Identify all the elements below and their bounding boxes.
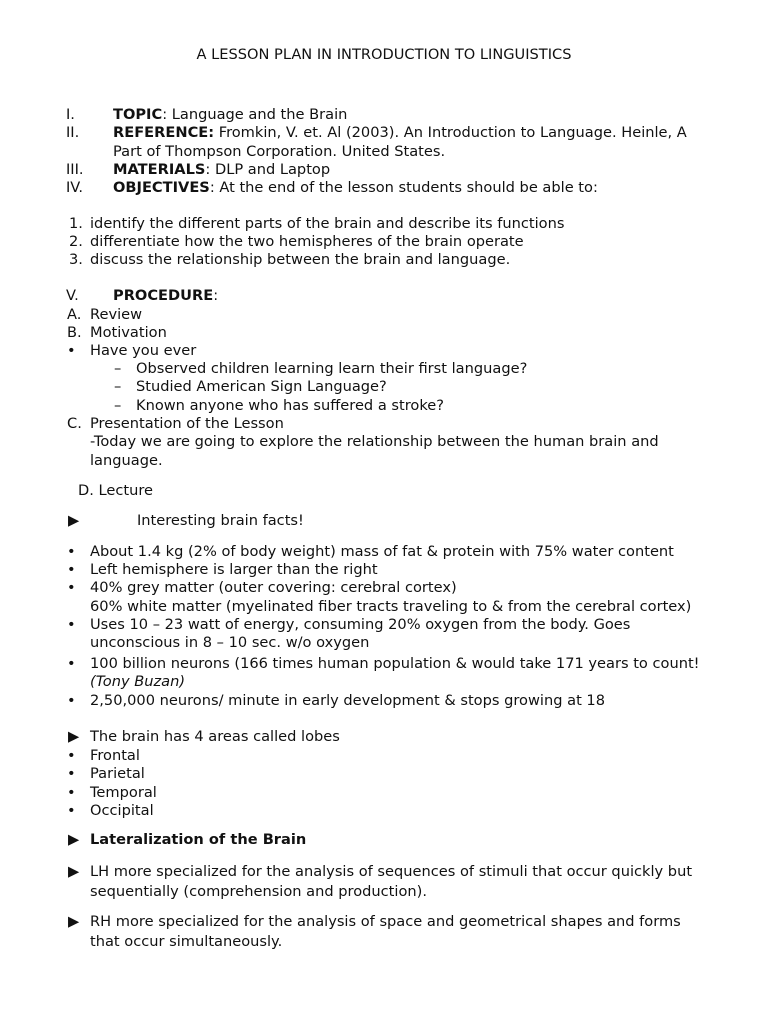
roman-numeral: V. [66,287,79,304]
document-title: A LESSON PLAN IN INTRODUCTION TO LINGUISTICS [196,46,572,63]
arrow-icon: ▶ [68,831,80,848]
document-page: A LESSON PLAN IN INTRODUCTION TO LINGUISTICS I. TOPIC: Language and the Brain II. REFERENCE: Fromkin, V. et. Al (2003). An Introduction to Language. Heinle, A Part of Thompson Corporation. United States. III. MATERIALS: DLP and Laptop IV. OBJECTIVES: At the end of the lesson students should be able to: 1. identify the different parts of the brain and describe its functions 2. differentiate how the two hemispheres of the brain operate 3. discuss the relationship between the brain and language. V. PROCEDURE: A. Review B. Motivation • Have you ever – Observed children learning learn their first language? – Studied American Sign Language? – Known anyone who has suffered a stroke? C. Presentation of the Lesson -Today we are going to explore the relationship between the human brain and language. D. Lecture ▶ Interesting brain facts! • About 1.4 kg (2% of body weight) mass of fat & protein with 75% water content • Left hemisphere is larger than the right • 40% grey matter (outer covering: cerebral cortex) 60% white matter (myelinated fiber tracts traveling to & from the cerebral cortex) • Uses 10 – 23 watt of energy, consuming 20% oxygen from the body. Goes unconscious in 8 – 10 sec. w/o oxygen • 100 billion neurons (166 times human population & would take 171 years to count! (Tony Buzan) • 2,50,000 neurons/ minute in early development & stops growing at 18 ▶ The brain has 4 areas called lobes • Frontal • Parietal • Temporal • Occipital ▶ Lateralization of the Brain ▶ LH more specialized for the analysis of sequences of stimuli that occur quickly but sequentially (comprehension and production). ▶ RH more specialized for the analysis of space and geometrical shapes and forms that occur simultaneously. [0,0,768,1024]
bullet-icon: • [67,579,76,596]
item-label: TOPIC [113,106,163,123]
item-text: Part of Thompson Corporation. United States. [113,143,446,160]
dash-icon: – [114,378,122,395]
arrow-icon: ▶ [68,863,80,880]
bullet-icon: • [67,747,76,764]
bullet-icon: • [67,655,76,672]
arrow-icon: ▶ [68,512,80,529]
dash-icon: – [114,397,122,414]
item-label: OBJECTIVES [113,179,210,196]
roman-numeral: III. [66,161,84,178]
bullet-icon: • [67,342,76,359]
roman-numeral: I. [66,106,75,123]
arrow-icon: ▶ [68,913,80,930]
item-text: Fromkin, V. et. Al (2003). An Introduction to Language. Heinle, A [218,124,687,141]
bullet-icon: • [67,561,76,578]
arrow-icon: ▶ [68,728,80,745]
bullet-icon: • [67,616,76,633]
item-text: At the end of the lesson students should be able to: [219,179,598,196]
roman-numeral: II. [66,124,80,141]
bullet-icon: • [67,692,76,709]
bullet-icon: • [67,802,76,819]
bullet-icon: • [67,543,76,560]
bullet-icon: • [67,765,76,782]
bullet-icon: • [67,784,76,801]
item-text: DLP and Laptop [214,161,331,178]
roman-numeral: IV. [66,179,84,196]
dash-icon: – [114,360,122,377]
item-label: MATERIALS [113,161,206,178]
item-text: Language and the Brain [171,106,348,123]
item-label: REFERENCE: [113,124,215,141]
